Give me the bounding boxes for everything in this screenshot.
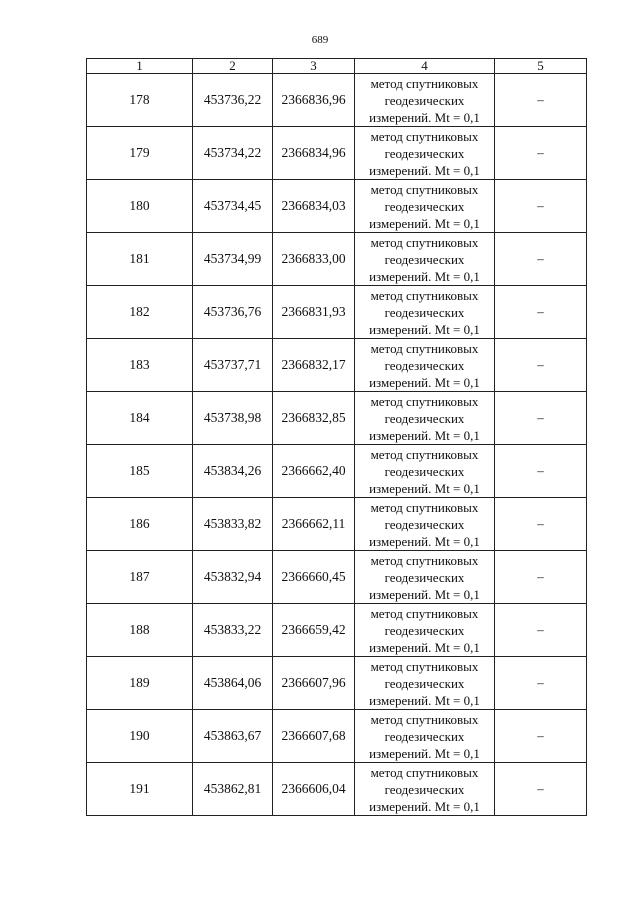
note-cell: – [495,339,587,392]
table-row [87,763,587,816]
point-number-cell: 191 [87,763,193,816]
method-cell: метод спутниковых геодезических измерений. Mt = 0,1 [355,763,495,816]
y-coordinate-cell: 2366606,04 [273,763,355,816]
table-row [87,180,587,233]
header-col-4: 4 [355,59,495,74]
note-cell: – [495,127,587,180]
point-number-cell: 181 [87,233,193,286]
method-cell: метод спутниковых геодезических измерений. Mt = 0,1 [355,74,495,127]
point-number-cell: 179 [87,127,193,180]
point-number-cell: 184 [87,392,193,445]
note-cell: – [495,180,587,233]
y-coordinate-cell: 2366832,85 [273,392,355,445]
y-coordinate-cell: 2366659,42 [273,604,355,657]
note-cell: – [495,233,587,286]
method-cell: метод спутниковых геодезических измерений. Mt = 0,1 [355,180,495,233]
table-row [87,551,587,604]
x-coordinate-cell: 453863,67 [193,710,273,763]
x-coordinate-cell: 453833,82 [193,498,273,551]
x-coordinate-cell: 453833,22 [193,604,273,657]
method-cell: метод спутниковых геодезических измерений. Mt = 0,1 [355,551,495,604]
table-row [87,127,587,180]
point-number-cell: 188 [87,604,193,657]
point-number-cell: 182 [87,286,193,339]
method-cell: метод спутниковых геодезических измерений. Mt = 0,1 [355,657,495,710]
x-coordinate-cell: 453738,98 [193,392,273,445]
note-cell: – [495,498,587,551]
y-coordinate-cell: 2366607,68 [273,710,355,763]
note-cell: – [495,551,587,604]
y-coordinate-cell: 2366662,11 [273,498,355,551]
table-row [87,233,587,286]
table-body [87,74,587,816]
y-coordinate-cell: 2366833,00 [273,233,355,286]
y-coordinate-cell: 2366662,40 [273,445,355,498]
x-coordinate-cell: 453734,99 [193,233,273,286]
header-col-5: 5 [495,59,587,74]
table-row [87,604,587,657]
table-row [87,392,587,445]
point-number-cell: 178 [87,74,193,127]
table-header [87,59,587,74]
y-coordinate-cell: 2366660,45 [273,551,355,604]
table-row [87,498,587,551]
table-row [87,710,587,763]
point-number-cell: 190 [87,710,193,763]
page-number: 689 [311,34,329,46]
note-cell: – [495,286,587,339]
method-cell: метод спутниковых геодезических измерений. Mt = 0,1 [355,127,495,180]
point-number-cell: 180 [87,180,193,233]
method-cell: метод спутниковых геодезических измерений. Mt = 0,1 [355,498,495,551]
point-number-cell: 187 [87,551,193,604]
point-number-cell: 189 [87,657,193,710]
y-coordinate-cell: 2366831,93 [273,286,355,339]
header-col-3: 3 [273,59,355,74]
y-coordinate-cell: 2366832,17 [273,339,355,392]
coordinates-table [86,58,587,816]
y-coordinate-cell: 2366607,96 [273,657,355,710]
x-coordinate-cell: 453737,71 [193,339,273,392]
x-coordinate-cell: 453734,45 [193,180,273,233]
table-row [87,74,587,127]
x-coordinate-cell: 453736,76 [193,286,273,339]
y-coordinate-cell: 2366836,96 [273,74,355,127]
note-cell: – [495,604,587,657]
method-cell: метод спутниковых геодезических измерений. Mt = 0,1 [355,339,495,392]
x-coordinate-cell: 453734,22 [193,127,273,180]
note-cell: – [495,392,587,445]
x-coordinate-cell: 453834,26 [193,445,273,498]
note-cell: – [495,74,587,127]
x-coordinate-cell: 453832,94 [193,551,273,604]
header-col-2: 2 [193,59,273,74]
note-cell: – [495,445,587,498]
method-cell: метод спутниковых геодезических измерений. Mt = 0,1 [355,233,495,286]
header-row [87,59,587,74]
x-coordinate-cell: 453736,22 [193,74,273,127]
table-row [87,286,587,339]
method-cell: метод спутниковых геодезических измерений. Mt = 0,1 [355,286,495,339]
x-coordinate-cell: 453862,81 [193,763,273,816]
note-cell: – [495,710,587,763]
y-coordinate-cell: 2366834,03 [273,180,355,233]
point-number-cell: 183 [87,339,193,392]
point-number-cell: 185 [87,445,193,498]
method-cell: метод спутниковых геодезических измерений. Mt = 0,1 [355,392,495,445]
method-cell: метод спутниковых геодезических измерений. Mt = 0,1 [355,604,495,657]
table-row [87,445,587,498]
y-coordinate-cell: 2366834,96 [273,127,355,180]
table-row [87,657,587,710]
method-cell: метод спутниковых геодезических измерений. Mt = 0,1 [355,445,495,498]
header-col-1: 1 [87,59,193,74]
note-cell: – [495,657,587,710]
method-cell: метод спутниковых геодезических измерений. Mt = 0,1 [355,710,495,763]
x-coordinate-cell: 453864,06 [193,657,273,710]
table-row [87,339,587,392]
point-number-cell: 186 [87,498,193,551]
note-cell: – [495,763,587,816]
